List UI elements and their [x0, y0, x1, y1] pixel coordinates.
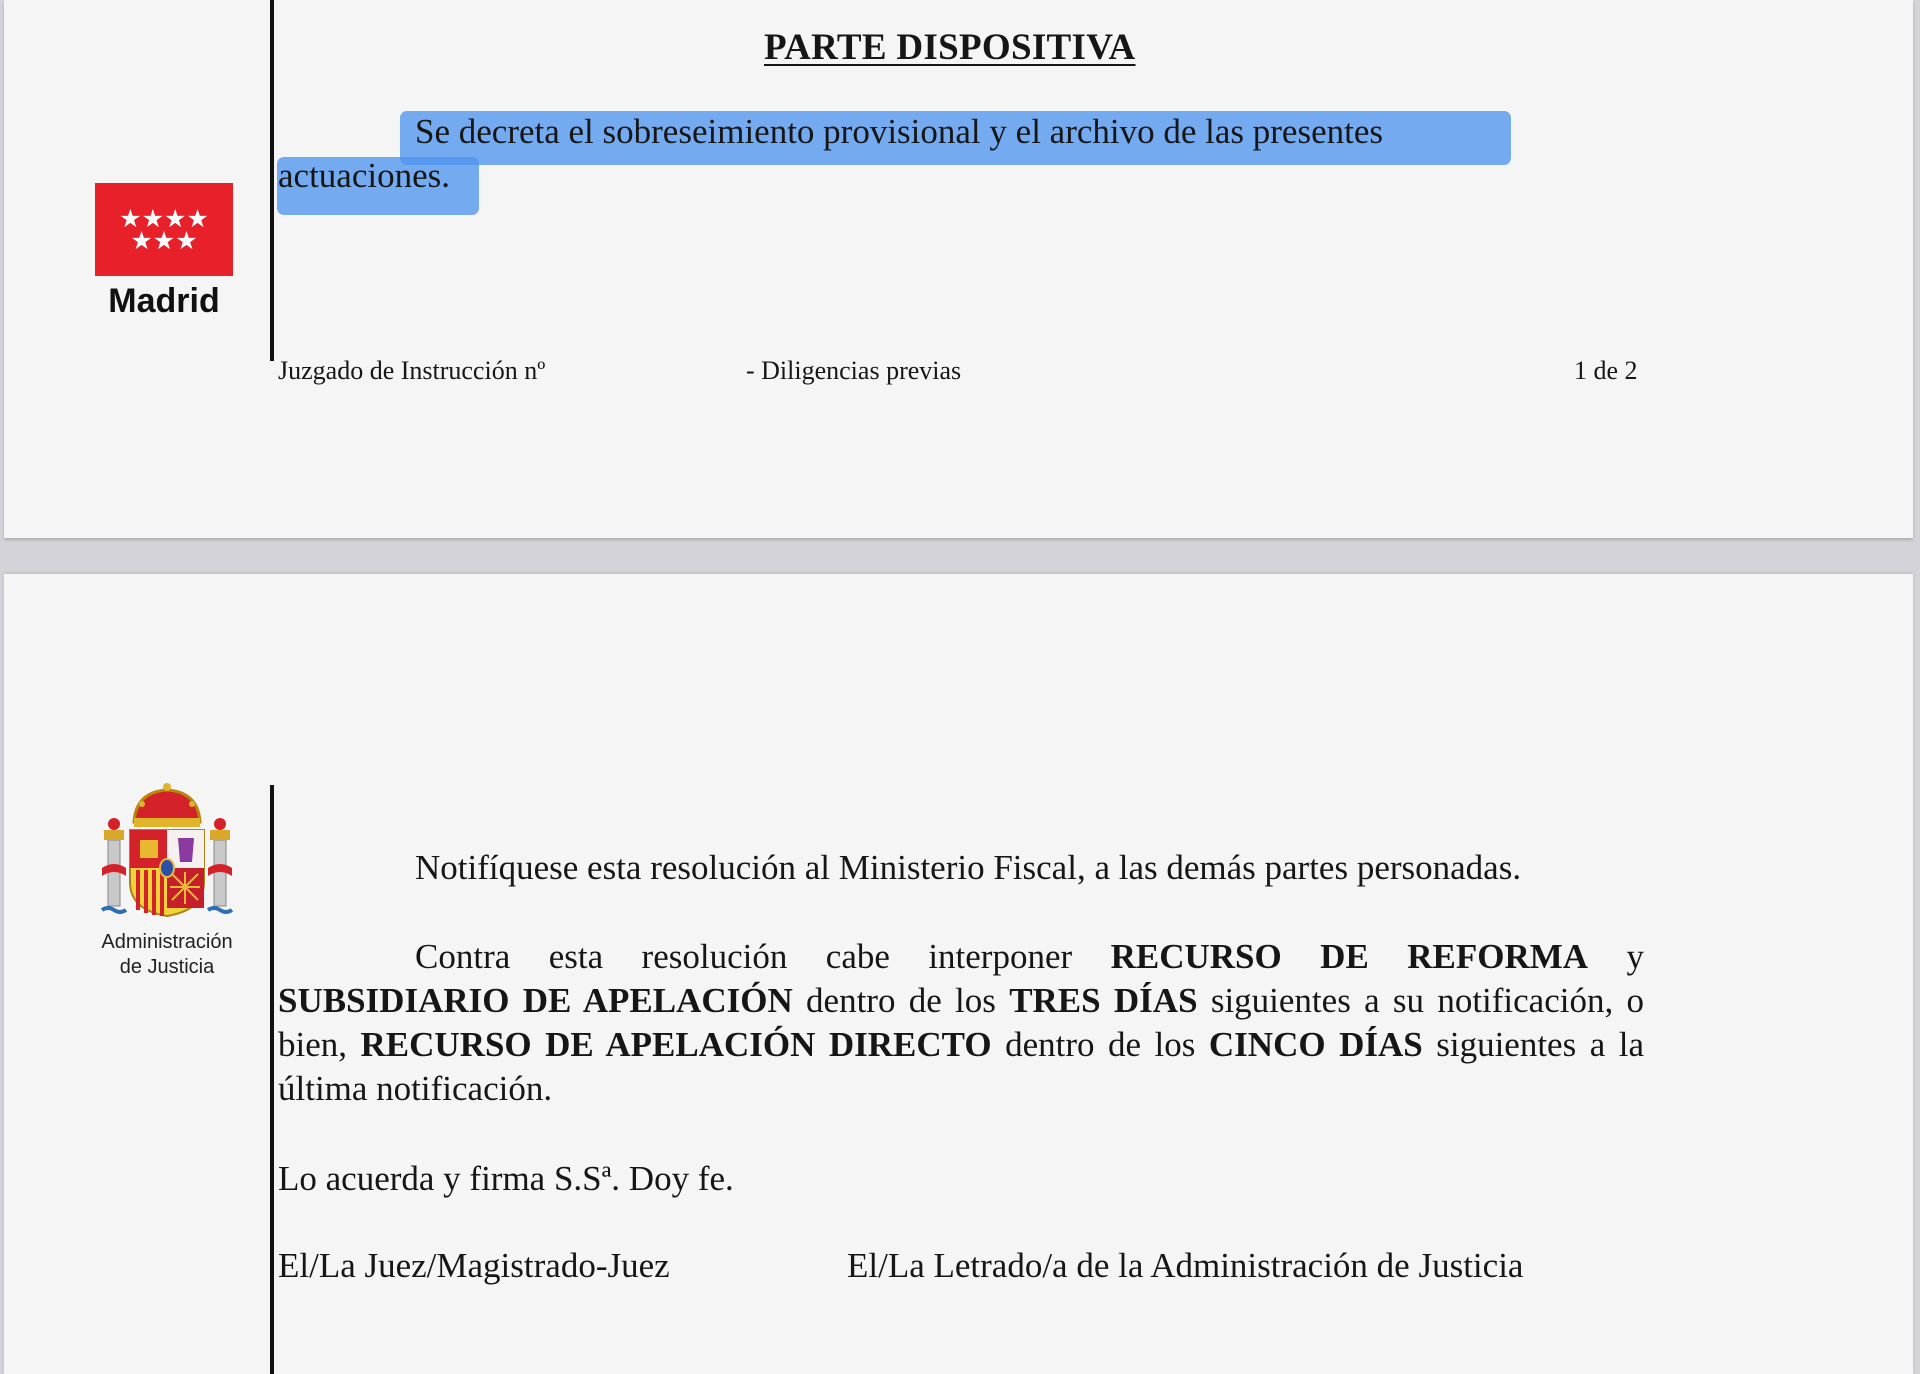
footer-court: Juzgado de Instrucción nº [278, 356, 546, 385]
decree-line[interactable]: actuaciones. [278, 156, 450, 195]
justice-administration-logo [98, 782, 236, 980]
section-title: PARTE DISPOSITIVA [764, 27, 1136, 68]
document-page-2 [4, 574, 1913, 1374]
appeal-bold-text[interactable]: SUBSIDIARIO DE APELACIÓN [278, 981, 793, 1020]
margin-rule [270, 0, 274, 361]
appeal-text[interactable]: siguientes a la última notificación. [278, 1025, 1644, 1108]
document-page-1 [4, 0, 1913, 538]
logo-caption-line: Administración [101, 931, 233, 953]
madrid-logo [95, 183, 235, 321]
appeal-text[interactable]: dentro de los [792, 981, 1010, 1020]
signature-clerk[interactable]: El/La Letrado/a de la Administración de Justicia [847, 1246, 1524, 1285]
notification-paragraph[interactable] [278, 846, 1644, 890]
madrid-flag-icon [95, 183, 233, 276]
appeal-text[interactable]: Contra esta resolución cabe interponer [415, 937, 1111, 976]
signature-judge[interactable]: El/La Juez/Magistrado-Juez [278, 1246, 670, 1285]
agreement-paragraph[interactable]: Lo acuerda y firma S.Sª. Doy fe. [278, 1159, 734, 1198]
madrid-logo-name: Madrid [108, 282, 220, 320]
footer-proceedings: - Diligencias previas [746, 356, 962, 385]
logo-caption-line: de Justicia [119, 956, 215, 978]
appeal-bold-text[interactable]: TRES DÍAS [1009, 981, 1198, 1020]
appeal-text[interactable]: dentro de los [991, 1025, 1209, 1064]
appeal-text[interactable]: siguientes a su notificación, o bien, [278, 981, 1645, 1064]
appeal-bold-text[interactable]: RECURSO DE REFORMA [1110, 937, 1589, 976]
appeal-bold-text[interactable]: RECURSO DE APELACIÓN DIRECTO [360, 1025, 992, 1064]
footer-page-number: 1 de 2 [1574, 356, 1638, 385]
appeal-text[interactable]: y [1588, 937, 1645, 976]
margin-rule [270, 785, 274, 1374]
notification-text[interactable]: Notifíquese esta resolución al Ministerio Fiscal, a las demás partes personadas. [415, 848, 1522, 887]
logo-caption [98, 930, 236, 980]
appeal-paragraph[interactable] [278, 935, 1644, 1111]
appeal-bold-text[interactable]: CINCO DÍAS [1208, 1025, 1423, 1064]
decree-line[interactable]: Se decreta el sobreseimiento provisional y el archivo de las presentes [415, 112, 1384, 151]
stars-row-bottom: ★★★ [130, 225, 198, 255]
stars-row-top: ★★★★ [119, 203, 209, 233]
coat-of-arms-icon [100, 782, 234, 924]
